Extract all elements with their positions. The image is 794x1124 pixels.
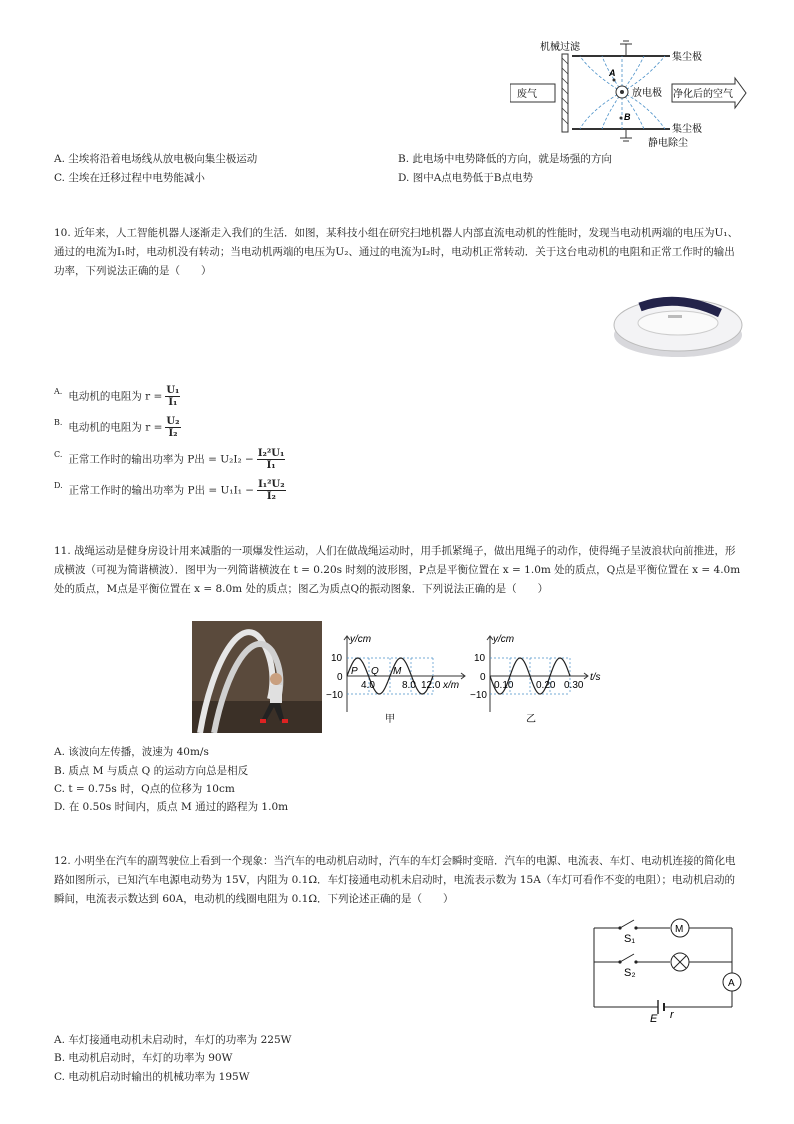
q10-option-b-label: B. [54, 418, 63, 427]
q10-option-c-text: 正常工作时的输出功率为 P出 = U₂I₂ − [68, 453, 254, 466]
static-label: 静电除尘 [648, 138, 688, 149]
q12-option-c[interactable]: C. 电动机启动时输出的机械功率为 195W [54, 1071, 250, 1083]
graph-b-xtick-1: 0.10 [494, 680, 514, 691]
motor-label: M [675, 924, 684, 935]
q10-option-d[interactable] [54, 479, 286, 502]
q11-question-text: 11. 战绳运动是健身房设计用来减脂的一项爆发性运动，人们在做战绳运动时，用手抓紧绳子，做出甩绳子的动作，使得绳子呈波浪状向前推进，形成横波（可视为简谐横波）．图甲为一列简谐横波在 t = 0.20s 时刻的波形图，P点是平衡位置在 x = 1.0m 处的质点，Q点是平衡位置在 x = 4.0m 处的质点，M点是平衡位置在 x = 8.0m 处的质点；图乙为质点Q的振动图象．下列说法正确的是（ ） [54, 545, 741, 595]
point-a-label: A [609, 68, 616, 78]
q10-option-d-fraction [257, 479, 286, 502]
graph-a-xtick-3: 12.0 [421, 680, 441, 691]
graph-b-xtick-3: 0.30 [564, 680, 584, 691]
fraction-denominator: I₂ [266, 491, 276, 502]
graph-a-xtick-2: 8.0 [402, 680, 416, 691]
ammeter-label: A [728, 978, 735, 989]
car-circuit-diagram [588, 912, 748, 1024]
graph-a-point-q: Q [371, 666, 379, 677]
q10-option-d-text: 正常工作时的输出功率为 P出 = U₁I₁ − [68, 484, 255, 497]
fraction-numerator: I₂²U₁ [257, 448, 285, 459]
wave-graph-jia [325, 630, 475, 726]
graph-a-caption: 甲 [385, 714, 395, 725]
fraction-numerator: I₁²U₂ [258, 479, 285, 490]
discharge-label: 放电极 [632, 88, 662, 99]
fraction-denominator: I₁ [266, 460, 276, 471]
graph-b-xtick-2: 0.20 [536, 680, 556, 691]
switch-s2-label: S₂ [624, 967, 636, 979]
q9-option-b[interactable]: B. 此电场中电势降低的方向，就是场强的方向 [398, 153, 612, 165]
dust-plate-bottom-label: 集尘极 [672, 124, 702, 135]
q10-option-b[interactable] [54, 416, 181, 439]
graph-b-ytick-top: 10 [474, 653, 486, 664]
graph-a-xlabel: x/m [443, 680, 460, 691]
q10-option-a-text: 电动机的电阻为 r = [68, 390, 163, 403]
fraction-numerator: U₁ [166, 385, 180, 396]
graph-a-ytick-zero: 0 [337, 672, 343, 683]
q10-option-a-label: A. [54, 387, 63, 396]
q9-option-a[interactable]: A. 尘埃将沿着电场线从放电极向集尘极运动 [54, 153, 258, 165]
q9-option-d[interactable]: D. 图中A点电势低于B点电势 [398, 172, 534, 184]
graph-b-ytick-zero: 0 [480, 672, 486, 683]
q12-option-b[interactable]: B. 电动机启动时，车灯的功率为 90W [54, 1052, 233, 1064]
q10-option-b-text: 电动机的电阻为 r = [68, 421, 163, 434]
q9-option-c[interactable]: C. 尘埃在迁移过程中电势能减小 [54, 172, 205, 184]
clean-air-label: 净化后的空气 [673, 89, 733, 100]
q10-option-c-label: C. [54, 450, 63, 459]
q11-option-a[interactable]: A. 该波向左传播，波速为 40m/s [54, 746, 209, 758]
q10-option-a[interactable] [54, 385, 180, 408]
q11-option-d[interactable]: D. 在 0.50s 时间内，质点 M 通过的路程为 1.0m [54, 801, 289, 813]
fraction-denominator: I₁ [168, 397, 178, 408]
q10-option-b-fraction [165, 416, 180, 439]
robot-vacuum-image [610, 285, 745, 367]
fraction-denominator: I₂ [168, 428, 178, 439]
vibration-graph-yi [470, 630, 610, 726]
graph-b-caption: 乙 [526, 714, 536, 725]
waste-air-label: 废气 [517, 89, 537, 100]
q10-option-a-fraction [165, 385, 180, 408]
q10-option-c[interactable] [54, 448, 285, 471]
q12-option-a[interactable]: A. 车灯接通电动机未启动时，车灯的功率为 225W [54, 1034, 292, 1046]
q10-option-d-label: D. [54, 481, 63, 490]
dust-plate-top-label: 集尘极 [672, 52, 702, 63]
q10-question-text: 10. 近年来，人工智能机器人逐渐走入我们的生活．如图，某科技小组在研究扫地机器人内部直流电动机的性能时，发现当电动机两端的电压为U₁、通过的电流为I₁时，电动机没有转动；当电动机两端的电压为U₂、通过的电流为I₂时，电动机正常转动．关于这台电动机的电阻和正常工作时的输出功率，下列说法正确的是（ ） [54, 227, 739, 277]
graph-a-ytick-bottom: −10 [326, 690, 343, 701]
switch-s1-label: S₁ [624, 933, 636, 945]
point-b-label: B [624, 112, 631, 122]
q12-question-text: 12. 小明坐在汽车的副驾驶位上看到一个现象：当汽车的电动机启动时，汽车的车灯会瞬时变暗．汽车的电源、电流表、车灯、电动机连接的简化电路如图所示，已知汽车电源电动势为 15V，内阻为 0.1Ω．车灯接通电动机未启动时，电流表示数为 15A（车灯可看作不变的电阻）；电动机启动的瞬间，电流表示数达到 60A，电动机的线圈电阻为 0.1Ω．下列论述正确的是（ ） [54, 855, 736, 905]
q11-option-c[interactable]: C. t = 0.75s 时，Q点的位移为 10cm [54, 783, 235, 795]
fraction-numerator: U₂ [166, 416, 180, 427]
graph-a-point-p: P [351, 666, 358, 677]
mech-filter-label: 机械过滤 [540, 42, 580, 53]
graph-b-ytick-bottom: −10 [470, 690, 487, 701]
graph-a-point-m: M [393, 666, 402, 677]
graph-a-ylabel: y/cm [350, 634, 372, 645]
q10-option-c-fraction [257, 448, 286, 471]
graph-a-xtick-1: 4.0 [361, 680, 375, 691]
q11-option-b[interactable]: B. 质点 M 与质点 Q 的运动方向总是相反 [54, 765, 249, 777]
graph-b-xlabel: t/s [590, 672, 601, 683]
graph-a-ytick-top: 10 [331, 653, 343, 664]
precipitator-diagram [510, 34, 750, 152]
internal-resistance-label: r [670, 1009, 674, 1021]
emf-label: E [650, 1013, 658, 1024]
battle-rope-photo [192, 621, 322, 733]
graph-b-ylabel: y/cm [493, 634, 515, 645]
